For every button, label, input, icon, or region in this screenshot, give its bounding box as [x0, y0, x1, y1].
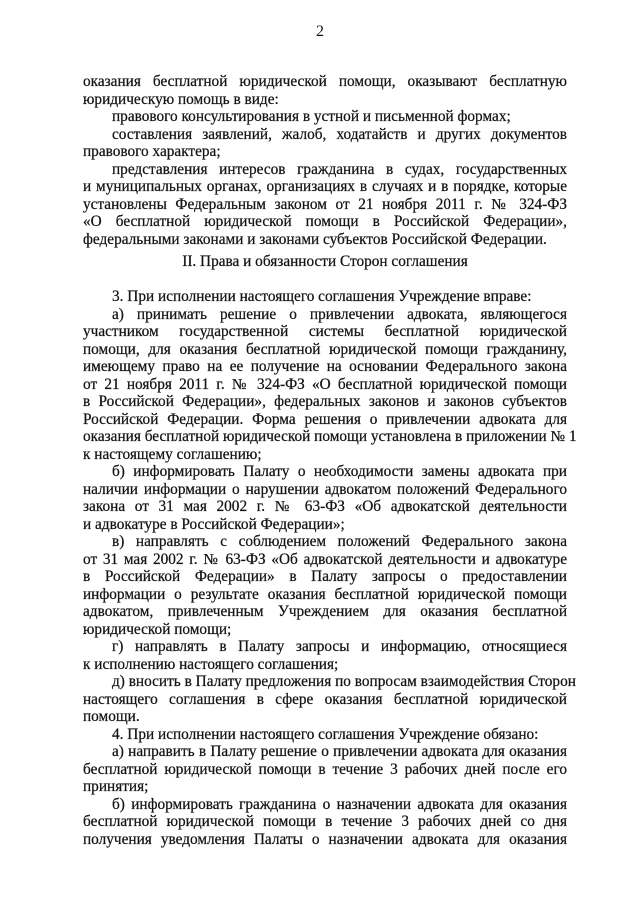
- text-line: б) информировать гражданина о назначении адвоката для оказания: [112, 795, 567, 813]
- text-line: в Российской Федерации» в Палату запросы о предоставлении: [83, 568, 567, 585]
- paragraph: [83, 463, 567, 533]
- text-line: представления интересов гражданина в судах, государственных: [112, 160, 567, 178]
- text-line: а) принимать решение о привлечении адвоката, являющегося: [112, 305, 567, 323]
- text-line: бесплатной юридической помощи в течение 3 рабочих дней после его: [83, 760, 567, 778]
- text-line: правового консультирования в устной и письменной формах;: [112, 108, 511, 125]
- text-line: б) информировать Палату о необходимости замены адвоката при: [112, 463, 567, 480]
- paragraph: [83, 161, 567, 249]
- text-line: закона от 31 мая 2002 г. № 63-ФЗ «Об адвокатской деятельности: [83, 498, 567, 515]
- paragraph: [83, 743, 567, 796]
- paragraph: [83, 126, 567, 161]
- text-line: в Российской Федерации», федеральных законов и законов субъектов: [83, 393, 567, 410]
- text-line: к настоящему соглашению;: [83, 445, 262, 463]
- text-line: участником государственной системы бесплатной юридической: [83, 323, 567, 340]
- text-line: и адвокатуре в Российской Федерации»;: [83, 515, 345, 533]
- text-line: оказания бесплатной юридической помощи, оказывают бесплатную: [83, 73, 567, 90]
- text-line: к исполнению настоящего соглашения;: [83, 655, 339, 673]
- text-line: получения уведомления Палаты о назначении адвоката для оказания: [83, 830, 567, 848]
- text-line: юридической помощи;: [83, 620, 232, 638]
- text-line: от 31 мая 2002 г. № 63-ФЗ «Об адвокатской деятельности и адвокатуре: [83, 550, 567, 568]
- text-line: составления заявлений, жалоб, ходатайств и других документов: [112, 125, 567, 143]
- text-line: оказания бесплатной юридической помощи установлена в приложении № 1: [83, 428, 577, 445]
- text-line: помощи, для оказания бесплатной юридической помощи гражданину,: [83, 340, 567, 358]
- text-line: Российской Федерации. Форма решения о привлечении адвоката для: [83, 410, 567, 428]
- text-line: 3. При исполнении настоящего соглашения Учреждение вправе:: [112, 288, 532, 305]
- text-line: 4. При исполнении настоящего соглашения Учреждение обязано:: [112, 725, 539, 743]
- text-line: наличии информации о нарушении адвокатом положений Федерального: [83, 480, 567, 498]
- paragraph: [83, 288, 567, 306]
- text-line: настоящего соглашения в сфере оказания бесплатной юридической: [83, 690, 567, 708]
- text-line: установлены Федеральным законом от 21 ноября 2011 г. № 324-ФЗ: [83, 195, 567, 213]
- text-line: имеющему право на ее получение на основании Федерального закона: [83, 358, 567, 375]
- text-line: правового характера;: [83, 143, 221, 160]
- text-line: «О бесплатной юридической помощи в Российской Федерации»,: [83, 213, 567, 230]
- paragraph: [83, 726, 567, 744]
- text-line: информации о результате оказания бесплатной юридической помощи: [83, 585, 567, 603]
- paragraph: [83, 73, 567, 108]
- text-line: а) направить в Палату решение о привлечении адвоката для оказания: [112, 743, 567, 760]
- paragraph: [83, 533, 567, 638]
- text-line: федеральными законами и законами субъектов Российской Федерации.: [83, 230, 547, 248]
- paragraph: [83, 305, 577, 464]
- paragraph: [83, 638, 567, 673]
- text-line: принятия;: [83, 778, 149, 795]
- text-line: и муниципальных органах, организациях в случаях и в порядке, которые: [83, 178, 567, 195]
- section-heading: II. Права и обязанности Сторон соглашения: [182, 253, 468, 270]
- text-line: г) направлять в Палату запросы и информацию, относящиеся: [112, 638, 567, 655]
- paragraph: [83, 108, 567, 126]
- text-line: в) направлять с соблюдением положений Федерального закона: [112, 533, 567, 550]
- page-number: 2: [316, 23, 324, 40]
- text-line: адвокатом, привлеченным Учреждением для оказания бесплатной: [83, 603, 567, 620]
- text-line: помощи.: [83, 708, 140, 725]
- paragraph: [83, 796, 567, 849]
- intro-text-block: [83, 73, 567, 248]
- paragraph: [83, 673, 576, 726]
- section-text-block: [83, 288, 577, 848]
- text-line: д) вносить в Палату предложения по вопросам взаимодействия Сторон: [112, 673, 576, 690]
- text-line: от 21 ноября 2011 г. № 324-ФЗ «О бесплатной юридической помощи: [83, 375, 567, 393]
- text-line: бесплатной юридической помощи в течение 3 рабочих дней со дня: [83, 813, 567, 830]
- text-line: юридическую помощь в виде:: [83, 90, 279, 108]
